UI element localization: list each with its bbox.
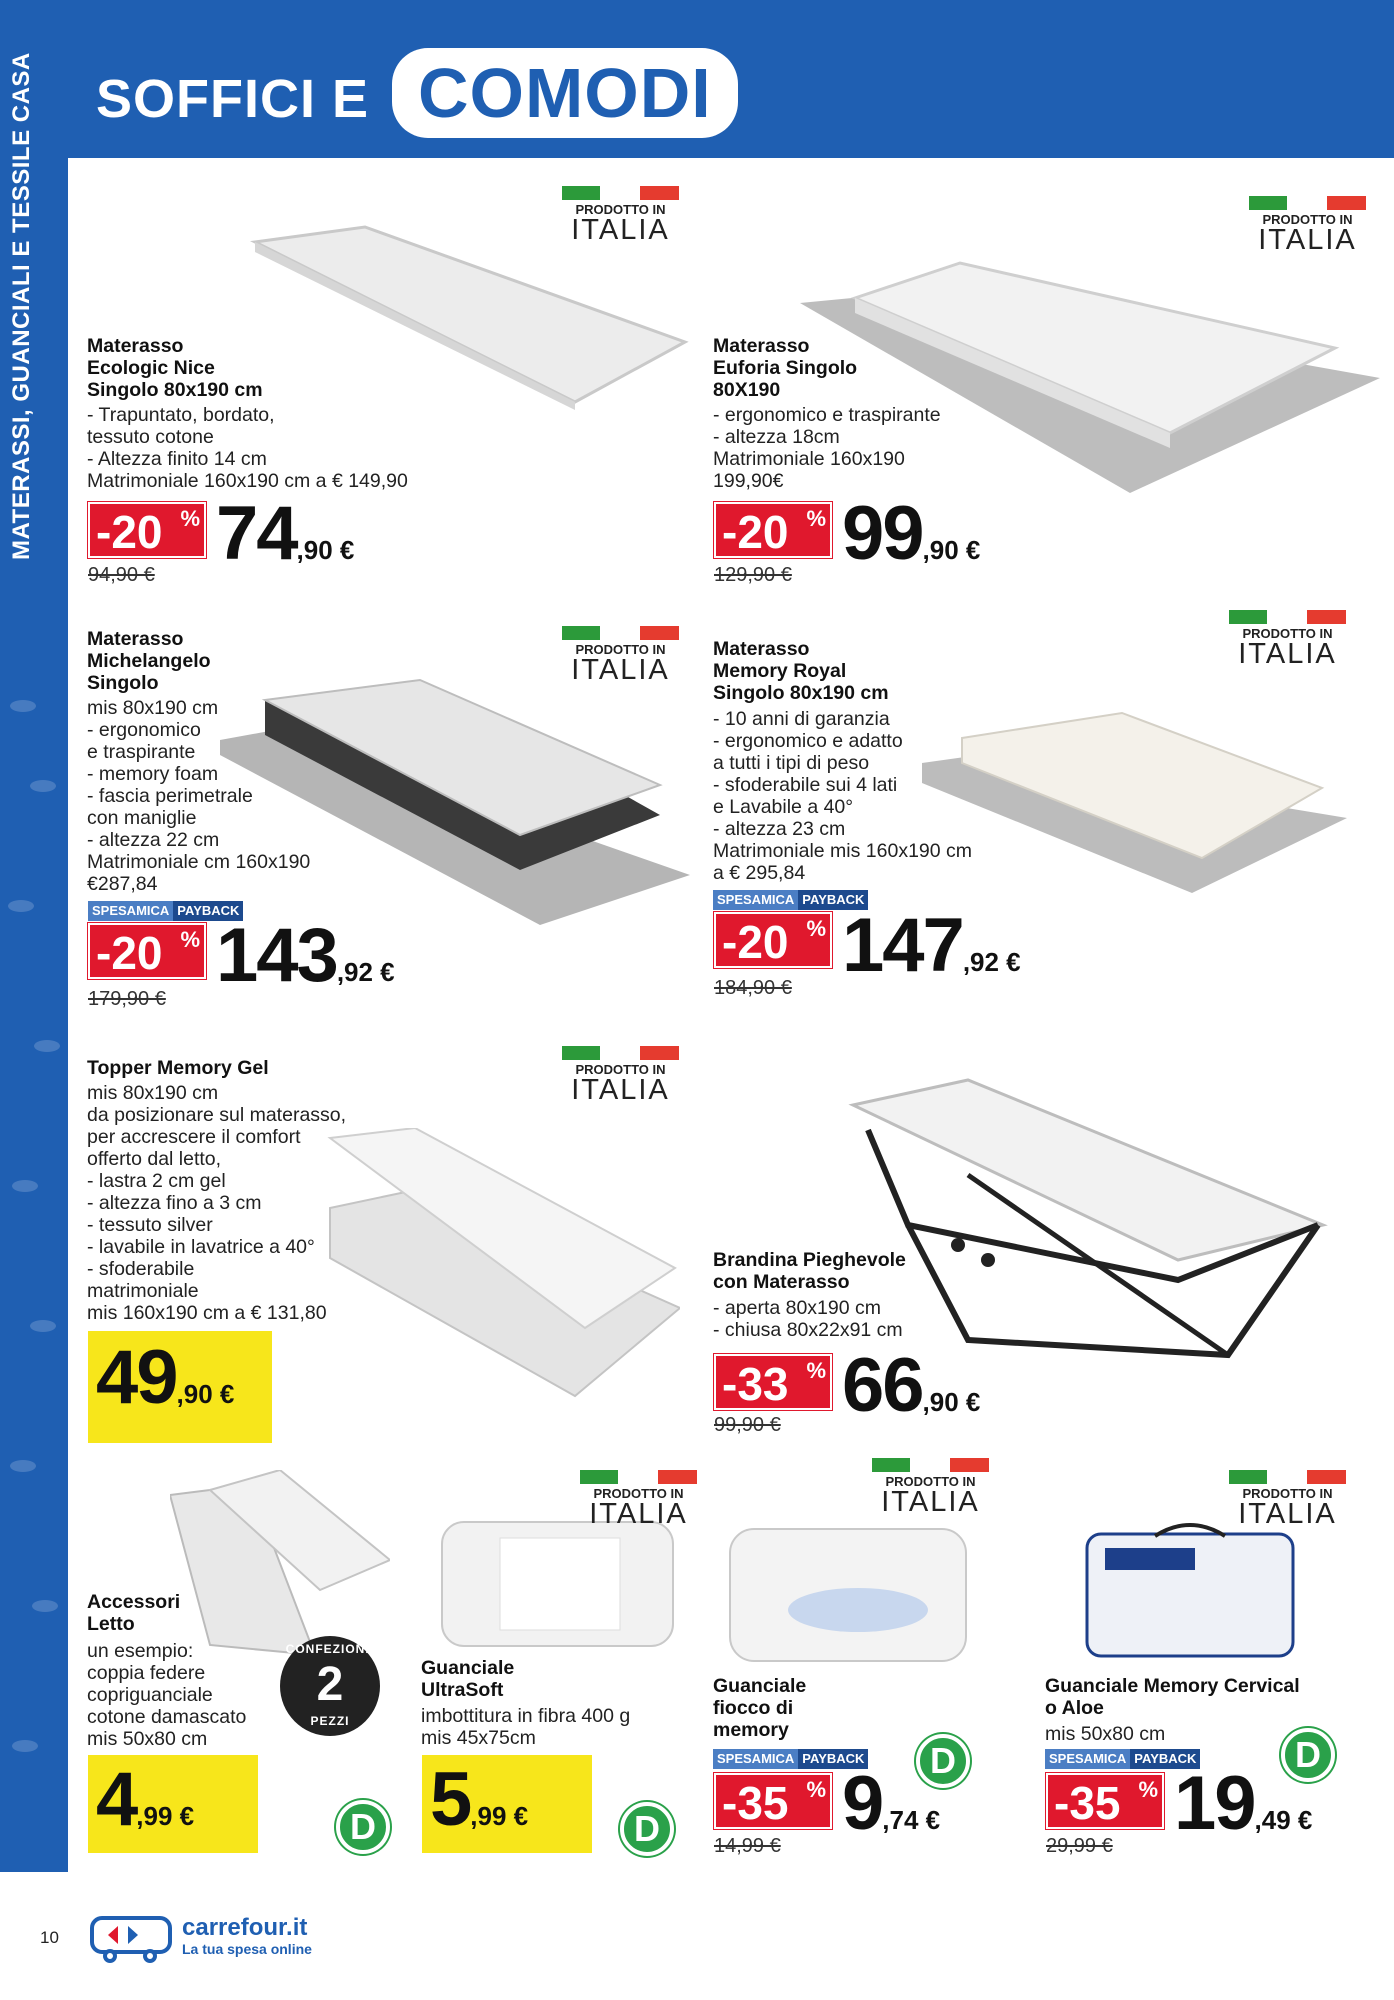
price-integer: 5	[430, 1757, 471, 1842]
discount-percent: %	[806, 916, 826, 941]
discount-badge	[714, 502, 832, 558]
discount-percent: %	[180, 927, 200, 952]
price-integer: 66	[842, 1343, 923, 1428]
pillow-image	[728, 1525, 968, 1665]
flag-line2: ITALIA	[1238, 638, 1337, 670]
discount-badge	[88, 502, 206, 558]
product-title: Materasso Euforia Singolo 80X190	[713, 335, 858, 401]
made-in-italy-badge	[1249, 196, 1366, 256]
folding-bed-image	[848, 1075, 1333, 1360]
page-number: 10	[40, 1928, 59, 1947]
flag-line1: PRODOTTO IN	[1242, 626, 1333, 641]
payback-left: SPESAMICA	[1045, 1749, 1130, 1769]
payback-right: PAYBACK	[798, 1749, 868, 1769]
discount-badge	[714, 1773, 832, 1829]
flag-line2: ITALIA	[571, 1074, 670, 1106]
discount-badge	[714, 912, 832, 968]
product-title: Guanciale Memory Cervical o Aloe	[1045, 1675, 1300, 1719]
payback-left: SPESAMICA	[713, 1749, 798, 1769]
discount-value: -20	[96, 506, 163, 558]
price-decimal: ,74 €	[882, 1805, 941, 1835]
price	[96, 1335, 235, 1420]
payback-right: PAYBACK	[173, 901, 243, 921]
price-integer: 99	[842, 491, 923, 576]
price-decimal: ,92 €	[962, 947, 1021, 977]
product-description: mis 80x190 cm - ergonomico e traspirante - memory foam - fascia perimetrale con maniglie - altezza 22 cm Matrimoniale cm 160x190 €287,84	[87, 697, 311, 895]
price	[1174, 1761, 1313, 1846]
product-title: Materasso Ecologic Nice Singolo 80x190 cm	[87, 335, 263, 401]
flag-line1: PRODOTTO IN	[1242, 1486, 1333, 1501]
price-decimal: ,99 €	[136, 1801, 195, 1831]
price-integer: 74	[216, 491, 297, 576]
pack-count: 2	[316, 1658, 344, 1711]
old-price: 29,99 €	[1046, 1835, 1113, 1857]
discount-badge	[714, 1354, 832, 1410]
header-banner	[68, 0, 1394, 158]
header-title-part2: COMODI	[392, 48, 738, 138]
product-description: imbottitura in fibra 400 g mis 45x75cm	[421, 1705, 631, 1749]
payback-right: PAYBACK	[798, 890, 868, 910]
pack-label-bottom: PEZZI	[310, 1714, 350, 1728]
product-description: - ergonomico e traspirante - altezza 18cm Matrimoniale 160x190 199,90€	[713, 404, 941, 492]
product-title: Topper Memory Gel	[87, 1057, 269, 1079]
discount-badge	[88, 923, 206, 979]
old-price: 14,99 €	[714, 1835, 781, 1857]
flag-line2: ITALIA	[571, 654, 670, 686]
pillow-image	[440, 1518, 675, 1650]
flag-line1: PRODOTTO IN	[575, 642, 666, 657]
payback-right: PAYBACK	[1130, 1749, 1200, 1769]
price-decimal: ,92 €	[336, 957, 395, 987]
flag-line1: PRODOTTO IN	[575, 1062, 666, 1077]
made-in-italy-badge	[562, 1046, 679, 1106]
made-in-italy-badge	[580, 1470, 697, 1530]
product-description: mis 50x80 cm	[1045, 1723, 1166, 1745]
made-in-italy-badge	[1229, 1470, 1346, 1530]
pillowcase-image	[170, 1470, 390, 1660]
product-description: - 10 anni di garanzia - ergonomico e adatto a tutti i tipi di peso - sfoderabile sui 4 lati e Lavabile a 40° - altezza 23 cm Matrimoniale mis 160x190 cm a € 295,84	[713, 708, 973, 884]
price-integer: 9	[842, 1761, 883, 1846]
product-description: un esempio: coppia federe copriguanciale cotone damascato mis 50x80 cm	[87, 1640, 247, 1750]
made-in-italy-badge	[562, 186, 679, 246]
product-description: - Trapuntato, bordato, tessuto cotone - Altezza finito 14 cm Matrimoniale 160x190 cm a € 149,90	[87, 404, 408, 492]
product-title: Brandina Pieghevole con Materasso	[713, 1249, 906, 1293]
pack-label-top: CONFEZIONE	[285, 1642, 375, 1656]
price-integer: 147	[842, 903, 963, 988]
header-title-part1: SOFFICI E	[96, 69, 370, 129]
price	[216, 913, 395, 998]
flag-line1: PRODOTTO IN	[885, 1474, 976, 1489]
product-title: Accessori Letto	[87, 1591, 181, 1635]
flag-line1: PRODOTTO IN	[575, 202, 666, 217]
old-price: 129,90 €	[714, 564, 792, 586]
price-decimal: ,49 €	[1254, 1805, 1313, 1835]
discount-percent: %	[1138, 1777, 1158, 1802]
old-price: 94,90 €	[88, 564, 155, 586]
discount-value: -35	[722, 1777, 789, 1829]
site-name[interactable]: carrefour.it	[182, 1914, 308, 1941]
made-in-italy-badge	[1229, 610, 1346, 670]
product-title: Materasso Michelangelo Singolo	[87, 628, 211, 694]
flag-line2: ITALIA	[571, 214, 670, 246]
price	[430, 1757, 529, 1842]
discount-value: -33	[722, 1358, 789, 1410]
discount-percent: %	[180, 506, 200, 531]
site-tagline: La tua spesa online	[182, 1941, 312, 1957]
discount-badge	[1046, 1773, 1164, 1829]
d-badge-icon: D	[916, 1734, 970, 1788]
price	[842, 1761, 941, 1846]
product-title: Guanciale UltraSoft	[421, 1657, 515, 1701]
price-integer: 4	[96, 1757, 137, 1842]
sidebar	[0, 0, 68, 1872]
price-decimal: ,90 €	[922, 1387, 981, 1417]
flag-line2: ITALIA	[1258, 224, 1357, 256]
discount-value: -20	[96, 927, 163, 979]
price-integer: 49	[96, 1335, 177, 1420]
flag-line1: PRODOTTO IN	[1262, 212, 1353, 227]
product-title: Guanciale fiocco di memory	[713, 1675, 807, 1741]
discount-percent: %	[806, 1777, 826, 1802]
payback-left: SPESAMICA	[88, 901, 173, 921]
discount-value: -35	[1054, 1777, 1121, 1829]
pack-badge	[280, 1636, 380, 1736]
sidebar-category-label: MATERASSI, GUANCIALI E TESSILE CASA	[8, 52, 35, 560]
product-description: mis 80x190 cm da posizionare sul materasso, per accrescere il comfort offerto dal letto, - lastra 2 cm gel - altezza fino a 3 cm - tessuto silver - lavabile in lavatrice a 40° - sfoderabile matrimoniale mis 160x190 cm a € 131,80	[87, 1082, 347, 1324]
mattress-image	[245, 222, 695, 412]
old-price: 184,90 €	[714, 977, 792, 999]
price-integer: 19	[1174, 1761, 1255, 1846]
price	[842, 1343, 981, 1428]
discount-value: -20	[722, 506, 789, 558]
price	[842, 903, 1021, 988]
d-badge-icon: D	[620, 1802, 674, 1856]
pillow-image	[1085, 1520, 1295, 1660]
made-in-italy-badge	[562, 626, 679, 686]
discount-percent: %	[806, 1358, 826, 1383]
price-integer: 143	[216, 913, 337, 998]
flag-line2: ITALIA	[881, 1486, 980, 1518]
d-badge-icon: D	[1281, 1728, 1335, 1782]
made-in-italy-badge	[872, 1458, 989, 1518]
old-price: 99,90 €	[714, 1414, 781, 1436]
price-decimal: ,90 €	[922, 535, 981, 565]
price-decimal: ,90 €	[296, 535, 355, 565]
flag-line2: ITALIA	[1238, 1498, 1337, 1530]
flag-line2: ITALIA	[589, 1498, 688, 1530]
price	[842, 491, 981, 576]
payback-left: SPESAMICA	[713, 890, 798, 910]
mattress-image	[922, 708, 1347, 898]
carrefour-cart-icon	[88, 1914, 174, 1964]
discount-percent: %	[806, 506, 826, 531]
topper-image	[325, 1128, 680, 1398]
price	[96, 1757, 195, 1842]
old-price: 179,90 €	[88, 988, 166, 1010]
price-decimal: ,90 €	[176, 1379, 235, 1409]
discount-value: -20	[722, 916, 789, 968]
flag-line1: PRODOTTO IN	[593, 1486, 684, 1501]
d-badge-icon: D	[336, 1800, 390, 1854]
product-title: Materasso Memory Royal Singolo 80x190 cm	[713, 638, 889, 704]
price	[216, 491, 355, 576]
price-decimal: ,99 €	[470, 1801, 529, 1831]
product-description: - aperta 80x190 cm - chiusa 80x22x91 cm	[713, 1297, 903, 1341]
